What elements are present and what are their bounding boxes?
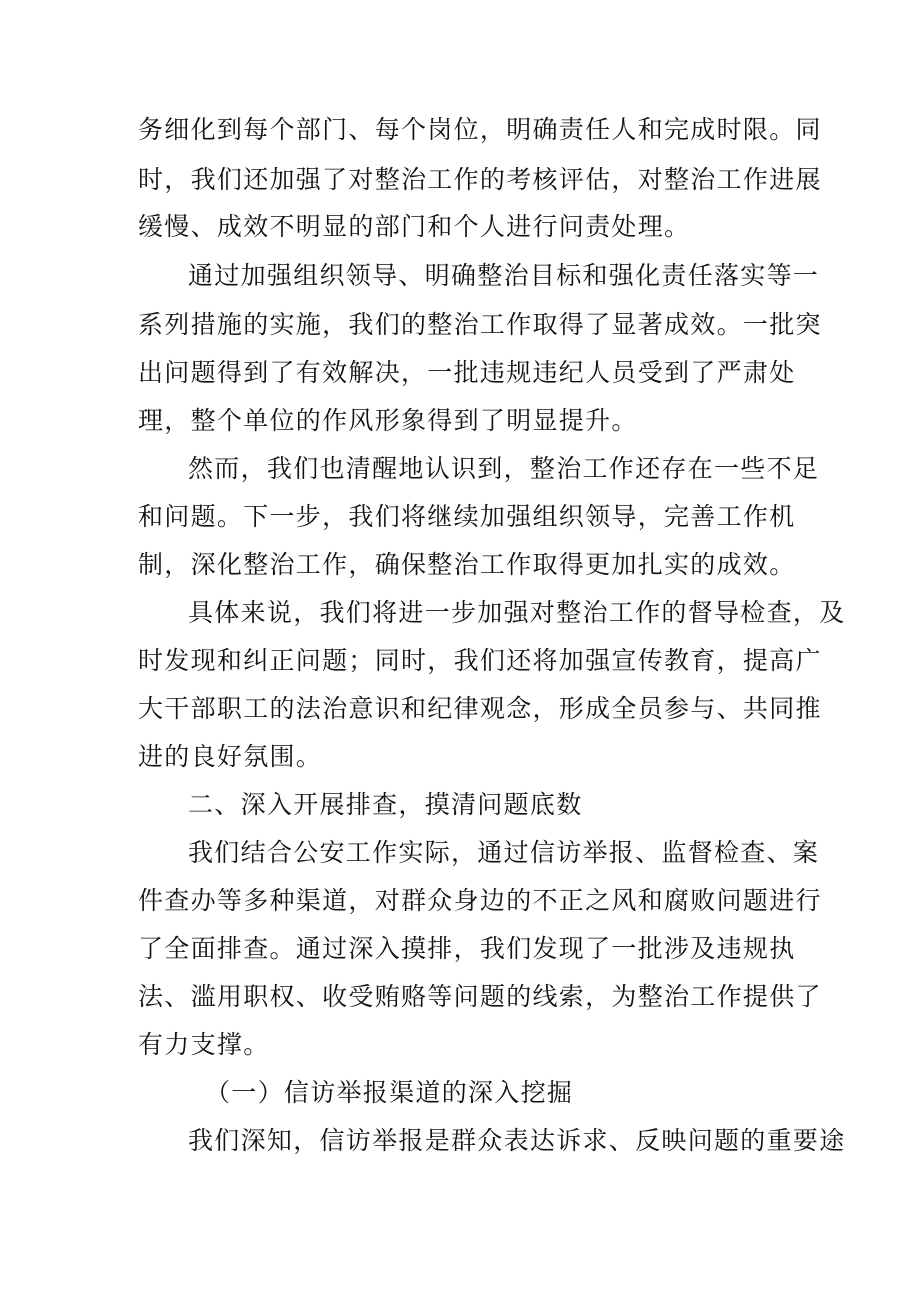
- text-line: 和问题。下一步，我们将继续加强组织领导，完善工作机: [138, 502, 796, 531]
- text-line: 出问题得到了有效解决，一批违规违纪人员受到了严肃处: [138, 358, 796, 387]
- text-line: 大干部职工的法治意识和纪律观念，形成全员参与、共同推: [138, 694, 822, 723]
- text-line: 时，我们还加强了对整治工作的考核评估，对整治工作进展: [138, 165, 822, 194]
- paragraph-start-line: 然而，我们也清醒地认识到，整治工作还存在一些不足: [188, 454, 820, 483]
- text-line: 进的良好氛围。: [138, 742, 323, 771]
- text-line: 了全面排查。通过深入摸排，我们发现了一批涉及违规执: [138, 934, 796, 963]
- text-line: 系列措施的实施，我们的整治工作取得了显著成效。一批突: [138, 310, 822, 339]
- section-heading: 二、深入开展排查，摸清问题底数: [188, 790, 583, 819]
- text-line: 法、滥用职权、收受贿赂等问题的线索，为整治工作提供了: [138, 982, 822, 1011]
- paragraph-start-line: 通过加强组织领导、明确整治目标和强化责任落实等一: [188, 261, 820, 290]
- paragraph-start-line: 具体来说，我们将进一步加强对整治工作的督导检查，及: [188, 598, 846, 627]
- text-line: 理，整个单位的作风形象得到了明显提升。: [138, 406, 638, 435]
- text-line: 有力支撑。: [138, 1030, 270, 1059]
- text-line: 务细化到每个部门、每个岗位，明确责任人和完成时限。同: [138, 115, 822, 144]
- text-line: 缓慢、成效不明显的部门和个人进行问责处理。: [138, 212, 691, 241]
- paragraph-start-line: 我们深知，信访举报是群众表达诉求、反映问题的重要途: [188, 1126, 846, 1155]
- subsection-heading: （一）信访举报渠道的深入挖掘: [205, 1078, 574, 1107]
- text-line: 制，深化整治工作，确保整治工作取得更加扎实的成效。: [138, 550, 796, 579]
- paragraph-start-line: 我们结合公安工作实际，通过信访举报、监督检查、案: [188, 838, 820, 867]
- text-line: 件查办等多种渠道，对群众身边的不正之风和腐败问题进行: [138, 886, 822, 915]
- text-line: 时发现和纠正问题；同时，我们还将加强宣传教育，提高广: [138, 646, 822, 675]
